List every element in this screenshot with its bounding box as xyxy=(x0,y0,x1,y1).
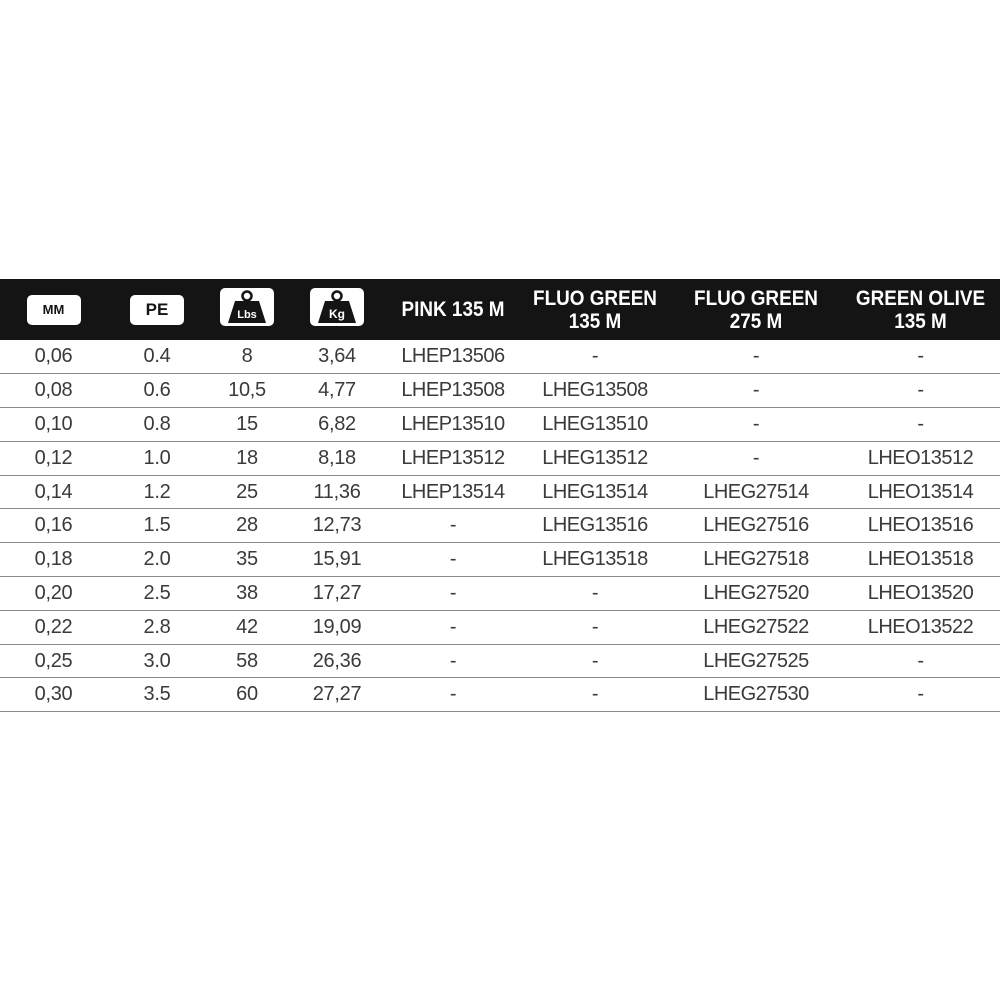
cell-green-olive: - xyxy=(917,412,924,435)
cell-green-olive: LHEO13512 xyxy=(867,446,974,469)
cell-fluo-green-275: - xyxy=(752,412,760,435)
weight-lbs-icon xyxy=(220,288,274,326)
cell-mm: 0,18 xyxy=(34,548,73,571)
cell-lbs: 28 xyxy=(236,514,258,537)
cell-green-olive: LHEO13522 xyxy=(867,615,974,638)
cell-fluo-green-275: - xyxy=(752,446,760,469)
cell-pe: 1.0 xyxy=(143,446,171,469)
cell-fluo-green-135: LHEG13510 xyxy=(542,412,648,435)
cell-mm: 0,08 xyxy=(34,379,73,402)
table-row xyxy=(0,577,1000,611)
cell-pe: 1.2 xyxy=(143,480,171,503)
cell-lbs: 18 xyxy=(236,446,258,469)
cell-pink: - xyxy=(449,615,457,638)
cell-fluo-green-275: - xyxy=(752,379,760,402)
pe-icon: PE xyxy=(130,295,184,325)
cell-fluo-green-275: LHEG27520 xyxy=(703,581,809,604)
cell-fluo-green-135: LHEG13508 xyxy=(542,379,648,402)
cell-fluo-green-135: - xyxy=(591,581,599,604)
cell-fluo-green-275: LHEG27514 xyxy=(703,480,809,503)
cell-kg: 3,64 xyxy=(318,345,356,368)
cell-pink: - xyxy=(449,683,457,706)
cell-kg: 27,27 xyxy=(312,683,362,706)
cell-mm: 0,25 xyxy=(34,649,73,672)
cell-green-olive: - xyxy=(917,649,924,672)
cell-fluo-green-135: - xyxy=(591,649,599,672)
cell-pink: - xyxy=(449,581,457,604)
cell-pe: 0.8 xyxy=(143,412,171,435)
cell-mm: 0,10 xyxy=(34,412,73,435)
cell-green-olive: LHEO13520 xyxy=(867,581,974,604)
table-row xyxy=(0,644,1000,678)
table-row xyxy=(0,408,1000,442)
cell-kg: 19,09 xyxy=(312,615,362,638)
cell-pink: LHEP13514 xyxy=(401,480,505,503)
cell-fluo-green-275: LHEG27516 xyxy=(703,514,809,537)
cell-lbs: 10,5 xyxy=(228,379,266,402)
cell-fluo-green-275: LHEG27518 xyxy=(703,548,809,571)
cell-mm: 0,22 xyxy=(34,615,73,638)
cell-mm: 0,06 xyxy=(34,345,73,368)
header-fluo-green-135 xyxy=(527,279,664,340)
header-lbs xyxy=(207,279,287,340)
cell-kg: 26,36 xyxy=(312,649,362,672)
table-row xyxy=(0,678,1000,712)
cell-pe: 0.6 xyxy=(143,379,171,402)
cell-kg: 6,82 xyxy=(318,412,356,435)
table-body xyxy=(0,340,1000,712)
header-pink-label: PINK 135 M xyxy=(401,298,505,321)
header-fluo-green-135-line1: FLUO GREEN xyxy=(533,286,657,310)
cell-fluo-green-135: LHEG13512 xyxy=(542,446,648,469)
cell-lbs: 15 xyxy=(236,412,258,435)
cell-mm: 0,16 xyxy=(34,514,73,537)
weight-kg-icon-shape xyxy=(310,288,364,326)
cell-pe: 1.5 xyxy=(143,514,171,537)
header-fluo-green-135-line2: 135 M xyxy=(568,309,622,333)
cell-fluo-green-275: LHEG27530 xyxy=(703,683,809,706)
cell-fluo-green-135: LHEG13516 xyxy=(542,514,648,537)
cell-green-olive: - xyxy=(917,379,924,402)
header-pe xyxy=(107,279,207,340)
cell-lbs: 25 xyxy=(236,480,258,503)
cell-kg: 12,73 xyxy=(312,514,362,537)
mm-icon: MM xyxy=(27,295,81,325)
header-fluo-green-275 xyxy=(680,279,833,340)
cell-mm: 0,20 xyxy=(34,581,73,604)
cell-lbs: 42 xyxy=(236,615,258,638)
cell-pink: - xyxy=(449,548,457,571)
cell-fluo-green-135: - xyxy=(591,345,599,368)
cell-lbs: 58 xyxy=(236,649,258,672)
header-mm xyxy=(0,279,107,340)
header-green-olive-line2: 135 M xyxy=(894,309,947,333)
table-row xyxy=(0,340,1000,374)
header-fluo-green-275-line2: 275 M xyxy=(729,309,783,333)
table-row xyxy=(0,475,1000,509)
cell-green-olive: LHEO13518 xyxy=(867,548,974,571)
weight-lbs-icon-shape xyxy=(220,288,274,326)
cell-pink: LHEP13512 xyxy=(401,446,505,469)
cell-pink: LHEP13510 xyxy=(401,412,505,435)
cell-lbs: 60 xyxy=(236,683,258,706)
cell-pink: LHEP13508 xyxy=(401,379,505,402)
header-green-olive-135 xyxy=(849,279,992,340)
cell-mm: 0,12 xyxy=(34,446,73,469)
cell-fluo-green-275: LHEG27522 xyxy=(703,615,809,638)
cell-lbs: 38 xyxy=(236,581,258,604)
cell-kg: 11,36 xyxy=(313,480,361,503)
header-row xyxy=(0,279,1000,340)
cell-green-olive: - xyxy=(917,345,924,368)
kg-icon-label: Kg xyxy=(329,307,345,321)
cell-pe: 0.4 xyxy=(143,345,171,368)
cell-fluo-green-275: LHEG27525 xyxy=(703,649,809,672)
cell-kg: 17,27 xyxy=(312,581,362,604)
cell-green-olive: LHEO13514 xyxy=(867,480,974,503)
table-row xyxy=(0,610,1000,644)
cell-pink: - xyxy=(449,649,457,672)
table-header xyxy=(0,279,1000,340)
cell-pe: 3.0 xyxy=(143,649,171,672)
table-row xyxy=(0,374,1000,408)
cell-pink: - xyxy=(449,514,457,537)
cell-lbs: 35 xyxy=(236,548,258,571)
line-spec-table xyxy=(0,279,1000,712)
cell-kg: 8,18 xyxy=(318,446,356,469)
cell-fluo-green-135: LHEG13514 xyxy=(542,480,648,503)
cell-green-olive: LHEO13516 xyxy=(867,514,974,537)
cell-fluo-green-135: - xyxy=(591,615,599,638)
cell-mm: 0,30 xyxy=(34,683,73,706)
cell-pe: 3.5 xyxy=(143,683,171,706)
cell-pe: 2.0 xyxy=(143,548,171,571)
header-kg xyxy=(287,279,387,340)
cell-fluo-green-135: LHEG13518 xyxy=(542,548,648,571)
weight-kg-icon xyxy=(310,288,364,326)
cell-fluo-green-135: - xyxy=(591,683,599,706)
cell-fluo-green-275: - xyxy=(752,345,760,368)
cell-pe: 2.5 xyxy=(143,581,171,604)
cell-mm: 0,14 xyxy=(34,480,73,503)
cell-pink: LHEP13506 xyxy=(401,345,505,368)
table-row xyxy=(0,543,1000,577)
header-green-olive-line1: GREEN OLIVE xyxy=(855,286,986,310)
cell-lbs: 8 xyxy=(241,345,253,368)
cell-pe: 2.8 xyxy=(143,615,171,638)
table-row xyxy=(0,509,1000,543)
cell-kg: 15,91 xyxy=(312,548,362,571)
lbs-icon-label: Lbs xyxy=(237,309,257,321)
header-fluo-green-275-line1: FLUO GREEN xyxy=(694,286,818,310)
cell-green-olive: - xyxy=(917,683,924,706)
cell-kg: 4,77 xyxy=(318,379,356,402)
header-pink-135 xyxy=(394,279,513,340)
table-row xyxy=(0,441,1000,475)
